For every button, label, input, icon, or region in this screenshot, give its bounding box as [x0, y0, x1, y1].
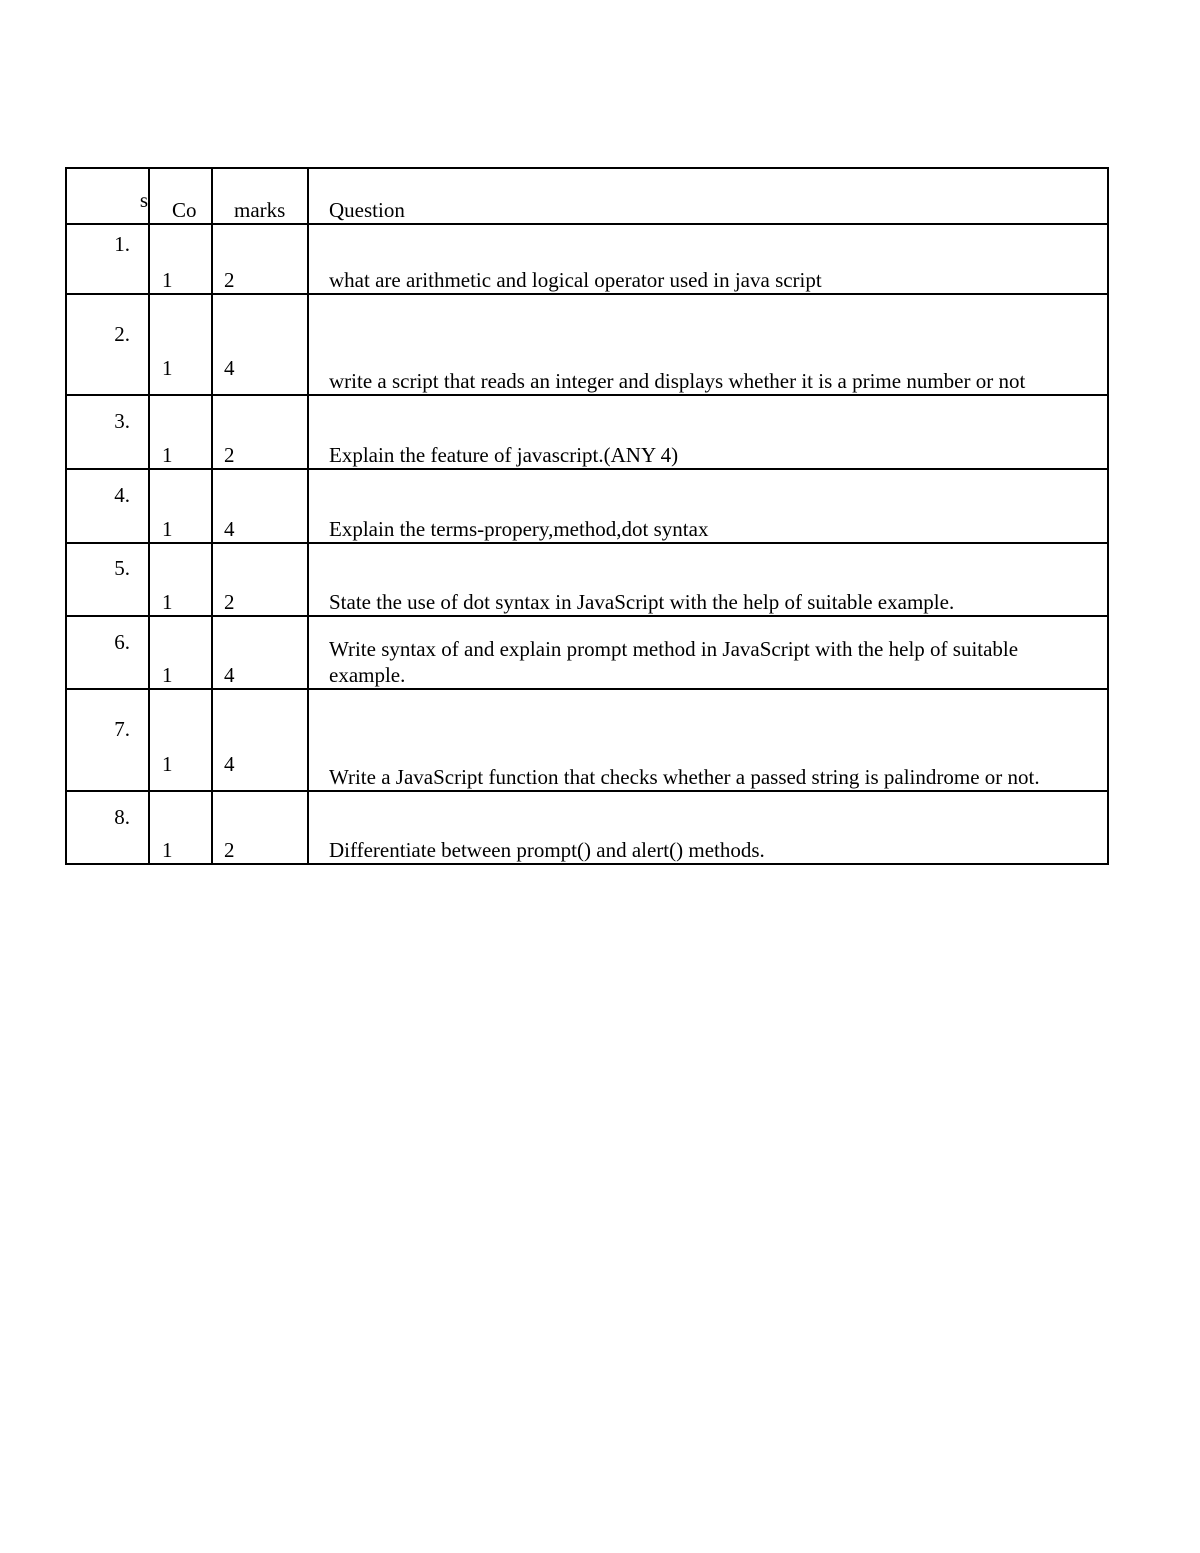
- row-co: 1: [149, 294, 212, 395]
- row-marks: 2: [212, 791, 308, 864]
- row-sn: 5.: [66, 543, 149, 616]
- row-marks: 2: [212, 224, 308, 294]
- row-sn: 6.: [66, 616, 149, 689]
- row-sn: 7.: [66, 689, 149, 791]
- row-sn: 3.: [66, 395, 149, 469]
- row-question: Explain the terms-propery,method,dot syntax: [308, 469, 1108, 543]
- table-row: [66, 294, 1108, 395]
- row-co: 1: [149, 689, 212, 791]
- row-co: 1: [149, 469, 212, 543]
- row-question: State the use of dot syntax in JavaScript with the help of suitable example.: [308, 543, 1108, 616]
- row-co: 1: [149, 395, 212, 469]
- row-marks: 4: [212, 294, 308, 395]
- table-row: [66, 791, 1108, 864]
- header-co: Co: [149, 168, 212, 224]
- table-row: [66, 224, 1108, 294]
- row-co: 1: [149, 791, 212, 864]
- table-row: [66, 689, 1108, 791]
- row-question: Explain the feature of javascript.(ANY 4): [308, 395, 1108, 469]
- row-co: 1: [149, 616, 212, 689]
- header-sn: s: [66, 168, 149, 224]
- row-question: Write syntax of and explain prompt method in JavaScript with the help of suitable example.: [308, 616, 1108, 689]
- row-marks: 4: [212, 689, 308, 791]
- row-co: 1: [149, 543, 212, 616]
- row-sn: 2.: [66, 294, 149, 395]
- table-row: [66, 543, 1108, 616]
- table-row: [66, 395, 1108, 469]
- row-question: what are arithmetic and logical operator used in java script: [308, 224, 1108, 294]
- row-marks: 2: [212, 395, 308, 469]
- row-marks: 4: [212, 616, 308, 689]
- row-co: 1: [149, 224, 212, 294]
- row-question: Differentiate between prompt() and alert() methods.: [308, 791, 1108, 864]
- header-row: [66, 168, 1108, 224]
- row-marks: 2: [212, 543, 308, 616]
- row-sn: 4.: [66, 469, 149, 543]
- row-marks: 4: [212, 469, 308, 543]
- question-table: [65, 167, 1109, 865]
- header-question: Question: [308, 168, 1108, 224]
- row-question: write a script that reads an integer and displays whether it is a prime number or not: [308, 294, 1108, 395]
- table-row: [66, 469, 1108, 543]
- header-marks: marks: [212, 168, 308, 224]
- row-sn: 1.: [66, 224, 149, 294]
- row-sn: 8.: [66, 791, 149, 864]
- row-question: Write a JavaScript function that checks whether a passed string is palindrome or not.: [308, 689, 1108, 791]
- table-row: [66, 616, 1108, 689]
